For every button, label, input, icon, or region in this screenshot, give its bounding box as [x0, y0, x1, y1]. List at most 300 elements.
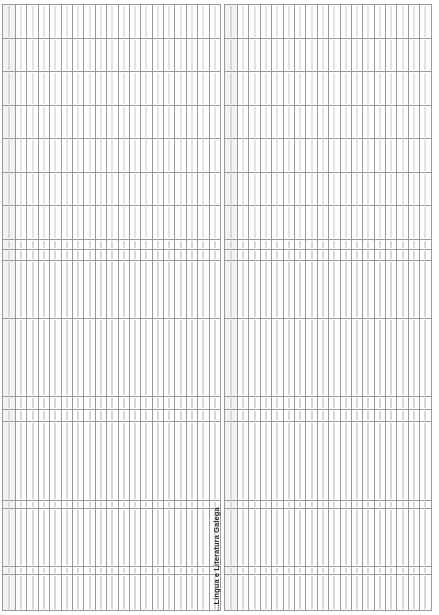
- unreadable-text-placeholder: [157, 73, 159, 104]
- table-cell: [186, 500, 197, 508]
- table-cell: [374, 509, 385, 567]
- unreadable-text-placeholder: [265, 502, 267, 507]
- unreadable-text-placeholder: [168, 411, 170, 421]
- unreadable-text-placeholder: [66, 40, 68, 71]
- table-cell: [16, 206, 27, 240]
- table-cell: [72, 206, 83, 240]
- table-cell: [141, 38, 152, 72]
- unreadable-text-placeholder: [402, 510, 404, 565]
- unreadable-text-placeholder: [288, 411, 290, 421]
- unreadable-text-placeholder: [356, 241, 358, 248]
- unreadable-text-placeholder: [214, 207, 216, 238]
- table-cell: [386, 239, 397, 249]
- unreadable-text-placeholder: [230, 576, 232, 609]
- unreadable-text-placeholder: [202, 207, 204, 238]
- table-cell: [38, 422, 49, 501]
- table-cell: [238, 397, 249, 410]
- table-cell: [152, 250, 163, 260]
- table-cell: [50, 105, 61, 139]
- table-cell: [363, 566, 374, 574]
- table-cell: [306, 139, 317, 173]
- unreadable-text-placeholder: [168, 398, 170, 408]
- unreadable-text-placeholder: [276, 107, 278, 138]
- table-cell: [260, 250, 271, 260]
- column-header: [225, 250, 238, 260]
- table-cell: [61, 206, 72, 240]
- table-cell: [129, 239, 140, 249]
- table-cell: [420, 575, 431, 611]
- table-cell: [95, 260, 106, 318]
- table-cell: [118, 318, 129, 397]
- table-cell: [283, 575, 294, 611]
- unreadable-text-placeholder: [157, 241, 159, 248]
- table-cell: [61, 260, 72, 318]
- table-cell: [141, 72, 152, 106]
- table-cell: [294, 500, 305, 508]
- table-cell: [294, 575, 305, 611]
- table-cell: [84, 260, 95, 318]
- unreadable-text-placeholder: [333, 423, 335, 499]
- unreadable-text-placeholder: [311, 140, 313, 171]
- unreadable-text-placeholder: [89, 510, 91, 565]
- unreadable-text-placeholder: [379, 107, 381, 138]
- table-cell: [50, 260, 61, 318]
- table-cell: [397, 5, 408, 39]
- unreadable-text-placeholder: [145, 140, 147, 171]
- table-cell: [260, 260, 271, 318]
- unreadable-text-placeholder: [367, 241, 369, 248]
- table-cell: [164, 139, 175, 173]
- unreadable-text-placeholder: [123, 251, 125, 258]
- unreadable-text-placeholder: [145, 423, 147, 499]
- unreadable-text-placeholder: [180, 40, 182, 71]
- table-cell: [152, 72, 163, 106]
- unreadable-text-placeholder: [202, 6, 204, 37]
- unreadable-text-placeholder: [424, 6, 426, 37]
- table-cell: [118, 38, 129, 72]
- table-cell: [306, 500, 317, 508]
- unreadable-text-placeholder: [356, 6, 358, 37]
- table-cell: [164, 509, 175, 567]
- unreadable-text-placeholder: [230, 6, 232, 37]
- column-header: [3, 397, 16, 410]
- unreadable-text-placeholder: [265, 398, 267, 408]
- unreadable-text-placeholder: [413, 6, 415, 37]
- table-cell: [374, 206, 385, 240]
- table-cell: [107, 509, 118, 567]
- table-cell: [294, 318, 305, 397]
- table-cell: [260, 72, 271, 106]
- unreadable-text-placeholder: [276, 320, 278, 396]
- unreadable-text-placeholder: [367, 411, 369, 421]
- table-cell: [50, 397, 61, 410]
- table-cell: [363, 260, 374, 318]
- unreadable-text-placeholder: [276, 502, 278, 507]
- table-cell: [329, 38, 340, 72]
- unreadable-text-placeholder: [242, 262, 244, 317]
- table-cell: [141, 139, 152, 173]
- unreadable-text-placeholder: [356, 411, 358, 421]
- unreadable-text-placeholder: [322, 423, 324, 499]
- table-cell: [294, 172, 305, 206]
- unreadable-text-placeholder: [402, 40, 404, 71]
- unreadable-text-placeholder: [168, 6, 170, 37]
- table-cell: [27, 422, 38, 501]
- unreadable-text-placeholder: [402, 73, 404, 104]
- unreadable-text-placeholder: [20, 241, 22, 248]
- unreadable-text-placeholder: [424, 251, 426, 258]
- table-cell: [317, 239, 328, 249]
- unreadable-text-placeholder: [123, 262, 125, 317]
- unreadable-text-placeholder: [288, 423, 290, 499]
- table-cell: [420, 566, 431, 574]
- table-cell: [16, 575, 27, 611]
- unreadable-text-placeholder: [191, 411, 193, 421]
- table-cell: [272, 172, 283, 206]
- table-cell: [386, 5, 397, 39]
- unreadable-text-placeholder: [356, 320, 358, 396]
- table-cell: [420, 409, 431, 422]
- table-cell: [16, 172, 27, 206]
- column-header: [3, 500, 16, 508]
- unreadable-text-placeholder: [299, 174, 301, 205]
- table-cell: [27, 250, 38, 260]
- unreadable-text-placeholder: [54, 502, 56, 507]
- table-cell: [374, 239, 385, 249]
- table-cell: [408, 172, 419, 206]
- unreadable-text-placeholder: [180, 502, 182, 507]
- table-row: [164, 5, 175, 611]
- table-cell: [186, 260, 197, 318]
- table-cell: [95, 422, 106, 501]
- unreadable-text-placeholder: [356, 207, 358, 238]
- table-cell: [175, 250, 186, 260]
- table-cell: [340, 206, 351, 240]
- table-cell: [118, 206, 129, 240]
- unreadable-text-placeholder: [390, 411, 392, 421]
- unreadable-text-placeholder: [20, 510, 22, 565]
- table-row: [95, 5, 106, 611]
- unreadable-text-placeholder: [32, 140, 34, 171]
- table-cell: [408, 422, 419, 501]
- table-cell: [141, 250, 152, 260]
- table-cell: [141, 5, 152, 39]
- unreadable-text-placeholder: [402, 174, 404, 205]
- table-cell: [329, 139, 340, 173]
- unreadable-text-placeholder: [299, 502, 301, 507]
- unreadable-text-placeholder: [123, 576, 125, 609]
- unreadable-text-placeholder: [288, 320, 290, 396]
- unreadable-text-placeholder: [32, 576, 34, 609]
- table-cell: [198, 105, 209, 139]
- unreadable-text-placeholder: [202, 73, 204, 104]
- unreadable-text-placeholder: [168, 568, 170, 573]
- unreadable-text-placeholder: [242, 411, 244, 421]
- unreadable-text-placeholder: [265, 140, 267, 171]
- table-cell: [175, 575, 186, 611]
- table-cell: [107, 318, 118, 397]
- table-cell: [164, 5, 175, 39]
- unreadable-text-placeholder: [379, 262, 381, 317]
- unreadable-text-placeholder: [191, 423, 193, 499]
- table-cell: [351, 409, 362, 422]
- unreadable-text-placeholder: [8, 320, 10, 396]
- table-cell: [386, 72, 397, 106]
- table-cell: [198, 239, 209, 249]
- unreadable-text-placeholder: [390, 6, 392, 37]
- table-cell: [107, 139, 118, 173]
- unreadable-text-placeholder: [134, 576, 136, 609]
- table-cell: [50, 139, 61, 173]
- unreadable-text-placeholder: [157, 568, 159, 573]
- unreadable-text-placeholder: [20, 576, 22, 609]
- table-cell: [329, 397, 340, 410]
- unreadable-text-placeholder: [54, 262, 56, 317]
- unreadable-text-placeholder: [230, 398, 232, 408]
- top-score-table-block: [2, 4, 221, 611]
- table-cell: [329, 575, 340, 611]
- unreadable-text-placeholder: [77, 576, 79, 609]
- unreadable-text-placeholder: [66, 320, 68, 396]
- table-cell: [283, 566, 294, 574]
- table-cell: [260, 318, 271, 397]
- table-cell: [72, 500, 83, 508]
- unreadable-text-placeholder: [77, 73, 79, 104]
- unreadable-text-placeholder: [100, 174, 102, 205]
- unreadable-text-placeholder: [180, 320, 182, 396]
- column-header: [225, 139, 238, 173]
- unreadable-text-placeholder: [123, 241, 125, 248]
- unreadable-text-placeholder: [191, 140, 193, 171]
- unreadable-text-placeholder: [242, 40, 244, 71]
- unreadable-text-placeholder: [265, 207, 267, 238]
- unreadable-text-placeholder: [367, 320, 369, 396]
- table-cell: [164, 397, 175, 410]
- table-cell: [294, 206, 305, 240]
- table-cell: [61, 38, 72, 72]
- table-cell: [363, 422, 374, 501]
- table-cell: [374, 566, 385, 574]
- table-cell: [397, 72, 408, 106]
- table-cell: [408, 575, 419, 611]
- table-cell: [118, 239, 129, 249]
- table-cell: [260, 409, 271, 422]
- table-cell: [118, 575, 129, 611]
- table-cell: [118, 172, 129, 206]
- unreadable-text-placeholder: [367, 6, 369, 37]
- table-cell: [397, 500, 408, 508]
- table-cell: [283, 509, 294, 567]
- table-cell: [238, 38, 249, 72]
- unreadable-text-placeholder: [288, 207, 290, 238]
- table-cell: [420, 172, 431, 206]
- unreadable-text-placeholder: [111, 251, 113, 258]
- table-cell: [351, 575, 362, 611]
- column-header: [225, 5, 238, 39]
- unreadable-text-placeholder: [145, 207, 147, 238]
- table-cell: [260, 239, 271, 249]
- unreadable-text-placeholder: [20, 568, 22, 573]
- unreadable-text-placeholder: [157, 40, 159, 71]
- table-cell: [306, 575, 317, 611]
- unreadable-text-placeholder: [311, 6, 313, 37]
- table-cell: [340, 422, 351, 501]
- table-cell: [84, 250, 95, 260]
- table-row: [198, 5, 209, 611]
- unreadable-text-placeholder: [145, 502, 147, 507]
- unreadable-text-placeholder: [100, 40, 102, 71]
- table-cell: [27, 318, 38, 397]
- column-header: [3, 72, 16, 106]
- unreadable-text-placeholder: [299, 40, 301, 71]
- table-cell: [152, 239, 163, 249]
- unreadable-text-placeholder: [43, 107, 45, 138]
- unreadable-text-placeholder: [379, 140, 381, 171]
- unreadable-text-placeholder: [402, 502, 404, 507]
- column-header: [3, 38, 16, 72]
- table-cell: [198, 260, 209, 318]
- table-cell: [50, 500, 61, 508]
- unreadable-text-placeholder: [333, 411, 335, 421]
- unreadable-text-placeholder: [43, 411, 45, 421]
- table-cell: [340, 500, 351, 508]
- unreadable-text-placeholder: [32, 568, 34, 573]
- unreadable-text-placeholder: [111, 576, 113, 609]
- table-cell: [363, 206, 374, 240]
- table-cell: [38, 139, 49, 173]
- table-cell: [420, 206, 431, 240]
- unreadable-text-placeholder: [424, 568, 426, 573]
- table-cell: [374, 409, 385, 422]
- unreadable-text-placeholder: [299, 568, 301, 573]
- unreadable-text-placeholder: [180, 576, 182, 609]
- table-cell: [238, 72, 249, 106]
- unreadable-text-placeholder: [276, 241, 278, 248]
- table-cell: [118, 105, 129, 139]
- table-row: [50, 5, 61, 611]
- unreadable-text-placeholder: [54, 576, 56, 609]
- table-cell: [329, 260, 340, 318]
- table-cell: [386, 318, 397, 397]
- unreadable-text-placeholder: [111, 568, 113, 573]
- table-cell: [118, 397, 129, 410]
- unreadable-text-placeholder: [180, 568, 182, 573]
- unreadable-text-placeholder: [20, 207, 22, 238]
- section-title: ...Lingua e Literatura Galega: [212, 507, 221, 611]
- unreadable-text-placeholder: [191, 107, 193, 138]
- unreadable-text-placeholder: [77, 262, 79, 317]
- table-cell: [16, 397, 27, 410]
- unreadable-text-placeholder: [230, 411, 232, 421]
- table-cell: [374, 38, 385, 72]
- table-cell: [186, 318, 197, 397]
- table-row: [363, 5, 374, 611]
- table-cell: [408, 250, 419, 260]
- table-cell: [306, 206, 317, 240]
- table-cell: [329, 239, 340, 249]
- column-header: [225, 260, 238, 318]
- table-cell: [272, 206, 283, 240]
- unreadable-text-placeholder: [89, 262, 91, 317]
- unreadable-text-placeholder: [168, 251, 170, 258]
- table-cell: [50, 575, 61, 611]
- table-cell: [95, 409, 106, 422]
- table-cell: [420, 250, 431, 260]
- unreadable-text-placeholder: [413, 207, 415, 238]
- table-cell: [317, 422, 328, 501]
- table-cell: [72, 397, 83, 410]
- unreadable-text-placeholder: [390, 568, 392, 573]
- unreadable-text-placeholder: [202, 251, 204, 258]
- table-cell: [61, 500, 72, 508]
- unreadable-text-placeholder: [89, 251, 91, 258]
- unreadable-text-placeholder: [367, 73, 369, 104]
- table-cell: [294, 566, 305, 574]
- unreadable-text-placeholder: [356, 174, 358, 205]
- unreadable-text-placeholder: [100, 6, 102, 37]
- unreadable-text-placeholder: [168, 262, 170, 317]
- table-cell: [175, 500, 186, 508]
- unreadable-text-placeholder: [20, 502, 22, 507]
- table-cell: [107, 239, 118, 249]
- unreadable-text-placeholder: [157, 207, 159, 238]
- table-row: [61, 5, 72, 611]
- table-cell: [238, 139, 249, 173]
- unreadable-text-placeholder: [66, 6, 68, 37]
- unreadable-text-placeholder: [288, 510, 290, 565]
- unreadable-text-placeholder: [390, 320, 392, 396]
- table-cell: [129, 318, 140, 397]
- unreadable-text-placeholder: [32, 398, 34, 408]
- table-row: [420, 5, 431, 611]
- table-cell: [50, 72, 61, 106]
- unreadable-text-placeholder: [424, 241, 426, 248]
- table-cell: [61, 397, 72, 410]
- table-cell: [84, 72, 95, 106]
- table-cell: [72, 509, 83, 567]
- table-cell: [249, 172, 260, 206]
- table-cell: [386, 206, 397, 240]
- unreadable-text-placeholder: [265, 510, 267, 565]
- unreadable-text-placeholder: [402, 140, 404, 171]
- unreadable-text-placeholder: [145, 73, 147, 104]
- table-cell: [141, 509, 152, 567]
- unreadable-text-placeholder: [345, 576, 347, 609]
- unreadable-text-placeholder: [20, 73, 22, 104]
- table-cell: [351, 38, 362, 72]
- table-cell: [306, 38, 317, 72]
- unreadable-text-placeholder: [242, 140, 244, 171]
- unreadable-text-placeholder: [66, 251, 68, 258]
- unreadable-text-placeholder: [8, 423, 10, 499]
- unreadable-text-placeholder: [424, 207, 426, 238]
- table-cell: [186, 250, 197, 260]
- unreadable-text-placeholder: [288, 140, 290, 171]
- table-cell: [249, 250, 260, 260]
- unreadable-text-placeholder: [191, 40, 193, 71]
- unreadable-text-placeholder: [66, 207, 68, 238]
- table-cell: [84, 206, 95, 240]
- table-cell: [16, 260, 27, 318]
- table-cell: [175, 409, 186, 422]
- unreadable-text-placeholder: [413, 140, 415, 171]
- table-cell: [363, 575, 374, 611]
- table-cell: [209, 72, 220, 106]
- unreadable-text-placeholder: [333, 174, 335, 205]
- table-cell: [141, 422, 152, 501]
- table-cell: [209, 38, 220, 72]
- table-cell: [272, 260, 283, 318]
